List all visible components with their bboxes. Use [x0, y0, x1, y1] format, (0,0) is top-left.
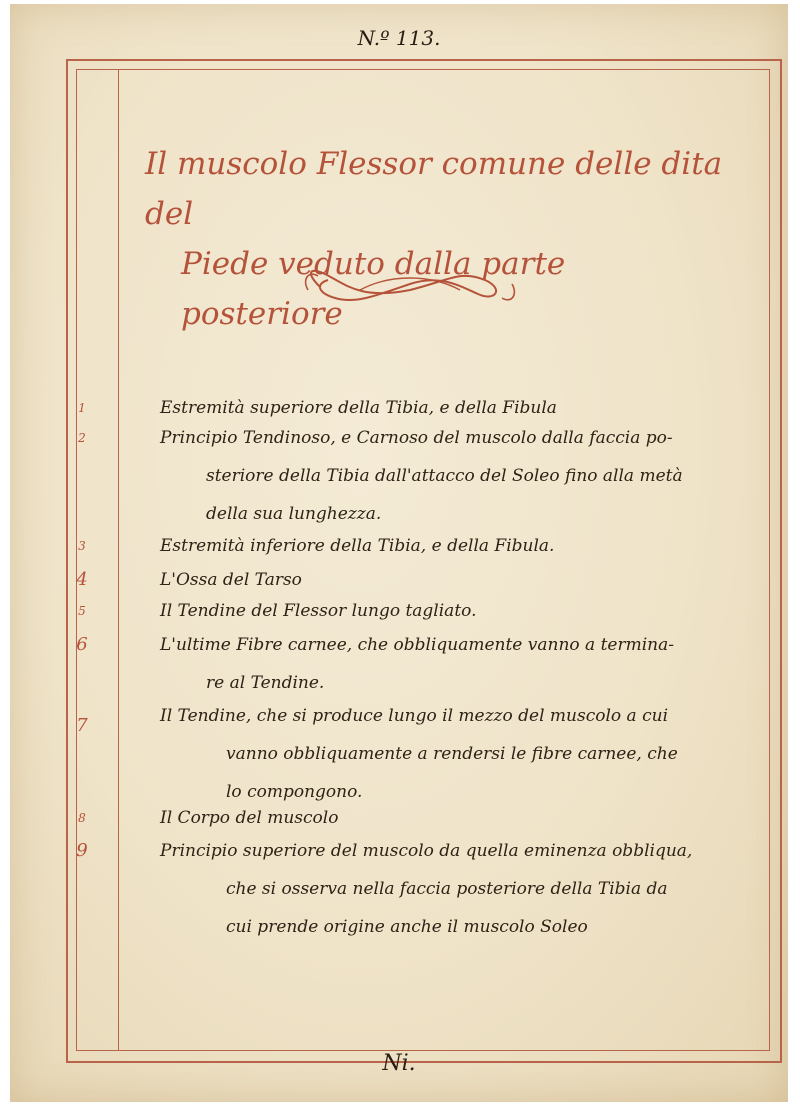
signature-mark: Ni. [382, 1051, 416, 1076]
entry-text: cui prende origine anche il muscolo Soleo [226, 917, 588, 937]
entry-text: L'Ossa del Tarso [160, 570, 302, 590]
entry-number: 1 [78, 401, 86, 415]
entry-number: 9 [76, 840, 88, 861]
entry-text: che si osserva nella faccia posteriore della Tibia da [226, 879, 668, 899]
entry-number: 6 [76, 634, 88, 655]
entry-number: 8 [78, 811, 86, 825]
entry-text: Principio superiore del muscolo da quella eminenza obbliqua, [160, 841, 693, 861]
entry-text: lo compongono. [226, 782, 363, 802]
entry-text: della sua lunghezza. [206, 504, 382, 524]
entry-text: steriore della Tibia dall'attacco del Soleo fino alla metà [206, 466, 683, 486]
entry-number: 7 [76, 715, 88, 736]
entry-number: 5 [78, 604, 86, 618]
entry-text: Il Tendine, che si produce lungo il mezzo del muscolo a cui [160, 706, 668, 726]
manuscript-page [10, 4, 788, 1102]
entry-text: Il Tendine del Flessor lungo tagliato. [160, 601, 477, 621]
entry-number: 2 [78, 431, 86, 445]
entry-number: 4 [76, 569, 88, 590]
flourish-ornament [300, 262, 520, 312]
entry-text: Principio Tendinoso, e Carnoso del muscolo dalla faccia po- [160, 428, 673, 448]
entry-text: Estremità superiore della Tibia, e della Fibula [160, 398, 557, 418]
title-line-1: Il muscolo Flessor comune delle dita del [145, 146, 723, 232]
entry-text: Estremità inferiore della Tibia, e della Fibula. [160, 536, 555, 556]
entry-text: vanno obbliquamente a rendersi le fibre carnee, che [226, 744, 678, 764]
entry-text: re al Tendine. [206, 673, 325, 693]
entry-number: 3 [78, 539, 86, 553]
entry-text: Il Corpo del muscolo [160, 808, 339, 828]
entry-text: L'ultime Fibre carnee, che obbliquamente vanno a termina- [160, 635, 674, 655]
title-line-2: Piede veduto dalla parte posteriore [181, 246, 566, 332]
margin-rule [118, 69, 119, 1051]
folio-number: N.º 113. [357, 26, 441, 50]
